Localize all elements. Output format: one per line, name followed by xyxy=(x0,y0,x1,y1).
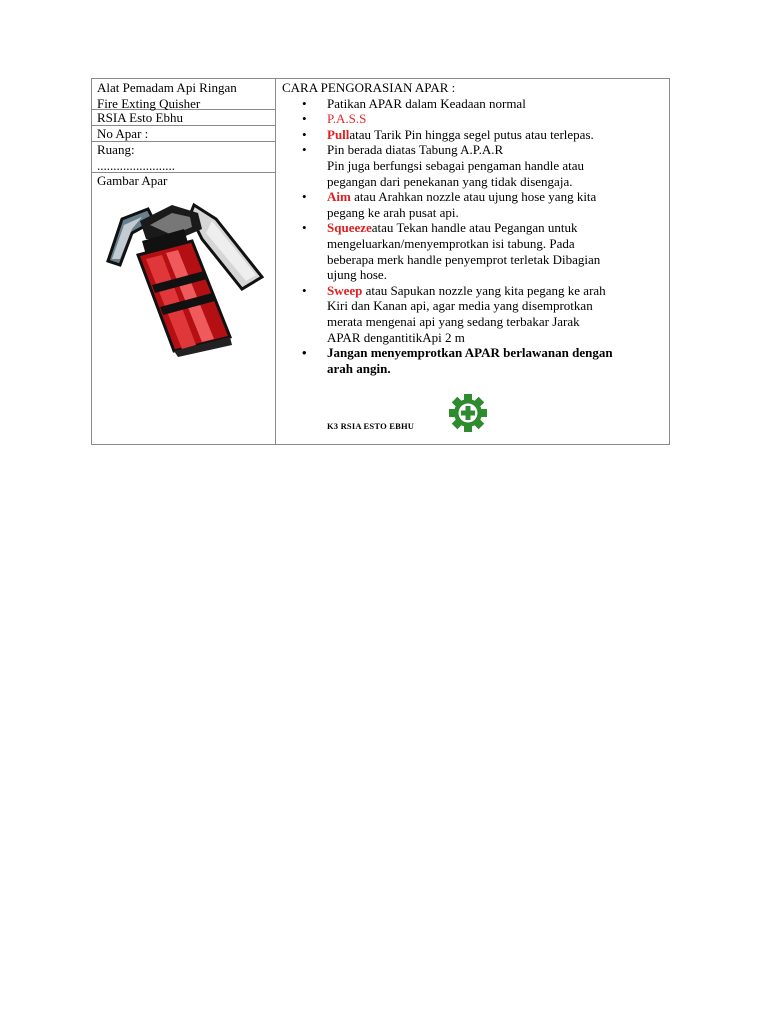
list-item: • Aim atau Arahkan nozzle atau ujung hose yang kita pegang ke arah pusat api. xyxy=(282,189,663,220)
title-cell xyxy=(92,79,275,110)
keyword-squeeze: Squeeze xyxy=(327,220,372,236)
no-apar-label: No Apar : xyxy=(97,126,149,141)
list-item: • Pullatau Tarik Pin hingga segel putus atau terlepas. xyxy=(282,127,663,143)
org-cell xyxy=(92,110,275,126)
keyword-pull: Pull xyxy=(327,126,350,142)
ruang-dots: ........................ xyxy=(97,157,175,173)
k3-gear-cross-icon xyxy=(446,393,490,433)
no-apar-cell xyxy=(92,126,275,142)
title-line1: Alat Pemadam Api Ringan xyxy=(97,80,237,95)
footer-k3-label: K3 RSIA ESTO EBHU xyxy=(327,421,415,431)
pass-acronym: P.A.S.S xyxy=(327,111,367,127)
list-item: • Jangan menyemprotkan APAR berlawanan dengan arah angin. xyxy=(282,345,663,376)
list-item: • Sweep atau Sapukan nozzle yang kita pegang ke arah Kiri dan Kanan api, agar media yang disemprotkan merata mengenai api yang sedang terbakar Jarak APAR dengantitikApi 2 m xyxy=(282,283,663,345)
ruang-cell xyxy=(92,142,275,173)
instructions-heading: CARA PENGORASIAN APAR : xyxy=(282,80,456,95)
list-item: • Squeezeatau Tekan handle atau Pegangan untuk mengeluarkan/menyemprotkan isi tabung. Pada beberapa merk handle penyemprot terletak Dibagian ujung hose. xyxy=(282,220,663,282)
fire-extinguisher-icon xyxy=(102,199,264,359)
title-line2: Fire Exting Quisher xyxy=(97,95,201,111)
left-column xyxy=(92,79,276,444)
gambar-label: Gambar Apar xyxy=(97,173,168,188)
keyword-sweep: Sweep xyxy=(327,282,363,298)
instruction-list xyxy=(282,96,663,377)
org-name: RSIA Esto Ebhu xyxy=(97,110,183,125)
list-item xyxy=(282,111,663,127)
ruang-label: Ruang: xyxy=(97,142,135,157)
keyword-aim: Aim xyxy=(327,189,351,205)
list-item: • Patikan APAR dalam Keadaan normal xyxy=(282,96,663,112)
apar-info-table xyxy=(91,78,670,445)
instructions-column xyxy=(276,79,669,444)
list-item: • Pin berada diatas Tabung A.P.A.R Pin juga berfungsi sebagai pengaman handle atau pegangan dari penekanan yang tidak disengaja. xyxy=(282,142,663,189)
